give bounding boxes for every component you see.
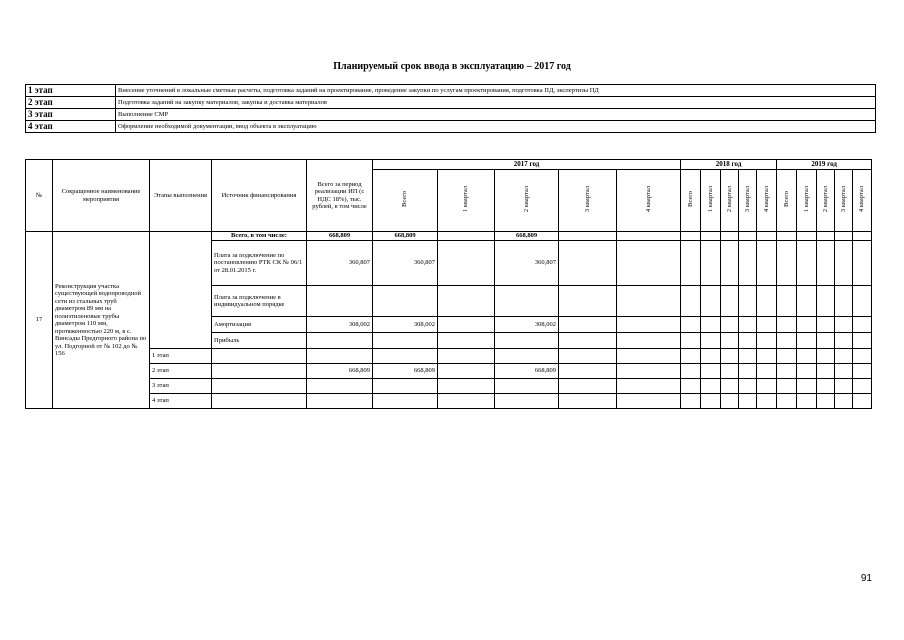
source-cell-empty	[212, 349, 307, 364]
stages-legend-table	[25, 84, 876, 133]
header-2017-q4: 4 квартал	[617, 170, 681, 232]
header-2019-total: Всего	[777, 170, 797, 232]
header-name: Сокращенное наименование мероприятия	[53, 160, 150, 232]
total-cell: 668,809	[307, 364, 373, 379]
stage-name: 2 этап	[26, 97, 116, 109]
stage-cell-empty	[150, 232, 212, 349]
y2017-q2-cell	[495, 333, 559, 349]
stage-name: 3 этап	[26, 109, 116, 121]
row-number: 17	[26, 232, 53, 409]
stage-desc: Оформление необходимой документации, ввод объекта в эксплуатацию	[116, 121, 876, 133]
header-2018-total: Всего	[681, 170, 701, 232]
stage-row	[26, 97, 876, 109]
header-2019-q1: 1 квартал	[797, 170, 817, 232]
source-cell: Плата за подключение в индивидуальном порядке	[212, 286, 307, 317]
y2017-q2-cell: 308,002	[495, 317, 559, 333]
header-source: Источник финансирования	[212, 160, 307, 232]
header-2018-q4: 4 квартал	[757, 170, 777, 232]
header-2018-q2: 2 квартал	[721, 170, 739, 232]
y2017-total-cell	[373, 349, 438, 364]
source-cell-empty	[212, 364, 307, 379]
total-cell	[307, 333, 373, 349]
table-row	[26, 349, 872, 364]
stage-cell: 3 этап	[150, 379, 212, 394]
y2017-q2-cell: 360,807	[495, 241, 559, 286]
table-row	[26, 364, 872, 379]
header-num: №	[26, 160, 53, 232]
total-cell	[307, 286, 373, 317]
header-stages: Этапы выполнения	[150, 160, 212, 232]
y2017-q1-cell	[438, 241, 495, 286]
stage-desc: Подготовка заданий на закупку материалов, закупка и доставка материалов	[116, 97, 876, 109]
page-number: 91	[860, 573, 872, 584]
y2017-q1-cell	[438, 317, 495, 333]
y2017-q1-cell	[438, 286, 495, 317]
y2017-q2-cell: 668,809	[495, 232, 559, 241]
header-total: Всего за период реализации ИП (с НДС 18%), тыс. рублей, в том числе	[307, 160, 373, 232]
header-2019-q4: 4 квартал	[853, 170, 872, 232]
table-row	[26, 232, 872, 241]
y2017-total-cell: 308,002	[373, 317, 438, 333]
y2017-total-cell	[373, 286, 438, 317]
stage-row	[26, 109, 876, 121]
stage-cell: 1 этап	[150, 349, 212, 364]
header-2017-total: Всего	[373, 170, 438, 232]
y2017-q2-cell	[495, 394, 559, 409]
total-cell	[307, 394, 373, 409]
source-cell: Амортизация	[212, 317, 307, 333]
stage-row	[26, 121, 876, 133]
total-cell: 668,809	[307, 232, 373, 241]
header-row	[26, 160, 872, 170]
y2017-q2-cell	[495, 379, 559, 394]
total-cell	[307, 379, 373, 394]
stage-cell: 2 этап	[150, 364, 212, 379]
stage-desc: Внесение уточнений в локальные сметные расчеты, подготовка заданий на проектирование, проведение закупки по услугам проектирования, подготовка ПД, экспертизы ПД	[116, 85, 876, 97]
source-cell: Прибыль	[212, 333, 307, 349]
y2017-q1-cell	[438, 349, 495, 364]
header-2017-q1: 1 квартал	[438, 170, 495, 232]
y2017-q1-cell	[438, 364, 495, 379]
y2017-q1-cell	[438, 394, 495, 409]
total-cell: 360,807	[307, 241, 373, 286]
y2017-total-cell: 668,809	[373, 232, 438, 241]
stage-desc: Выполнение СМР	[116, 109, 876, 121]
header-2017-q3: 3 квартал	[559, 170, 617, 232]
stage-row	[26, 85, 876, 97]
header-year-2018: 2018 год	[681, 160, 777, 170]
stage-cell: 4 этап	[150, 394, 212, 409]
table-row	[26, 394, 872, 409]
y2017-q2-cell	[495, 349, 559, 364]
header-2019-q3: 3 квартал	[835, 170, 853, 232]
source-cell-empty	[212, 379, 307, 394]
y2017-q1-cell	[438, 379, 495, 394]
header-2018-q3: 3 квартал	[739, 170, 757, 232]
table-row	[26, 379, 872, 394]
y2017-total-cell: 360,807	[373, 241, 438, 286]
y2017-q2-cell: 668,809	[495, 364, 559, 379]
header-2018-q1: 1 квартал	[701, 170, 721, 232]
y2017-q1-cell	[438, 333, 495, 349]
y2017-total-cell: 668,809	[373, 364, 438, 379]
header-2019-q2: 2 квартал	[817, 170, 835, 232]
header-2017-q2: 2 квартал	[495, 170, 559, 232]
y2017-q1-cell	[438, 232, 495, 241]
stage-name: 1 этап	[26, 85, 116, 97]
source-cell-empty	[212, 394, 307, 409]
stage-name: 4 этап	[26, 121, 116, 133]
source-cell: Всего, в том числе:	[212, 232, 307, 241]
header-year-2019: 2019 год	[777, 160, 872, 170]
y2017-total-cell	[373, 394, 438, 409]
y2017-q2-cell	[495, 286, 559, 317]
total-cell: 308,002	[307, 317, 373, 333]
header-year-2017: 2017 год	[373, 160, 681, 170]
project-name: Реконструкция участка существующей водопроводной сети из стальных труб диаметром 89 мм на полиэтиленовые трубы диаметром 110 мм, протяженностью 220 м, в с. Винсады Предгорного района по ул. Подгорной от № 102 до № 156	[53, 232, 150, 409]
schedule-table	[25, 159, 872, 409]
total-cell	[307, 349, 373, 364]
y2017-total-cell	[373, 333, 438, 349]
y2017-total-cell	[373, 379, 438, 394]
source-cell: Плата за подключение по постановлению РТК СК № 06/1 от 28.01.2015 г.	[212, 241, 307, 286]
page-title: Планируемый срок ввода в эксплуатацию – 2017 год	[333, 61, 571, 72]
